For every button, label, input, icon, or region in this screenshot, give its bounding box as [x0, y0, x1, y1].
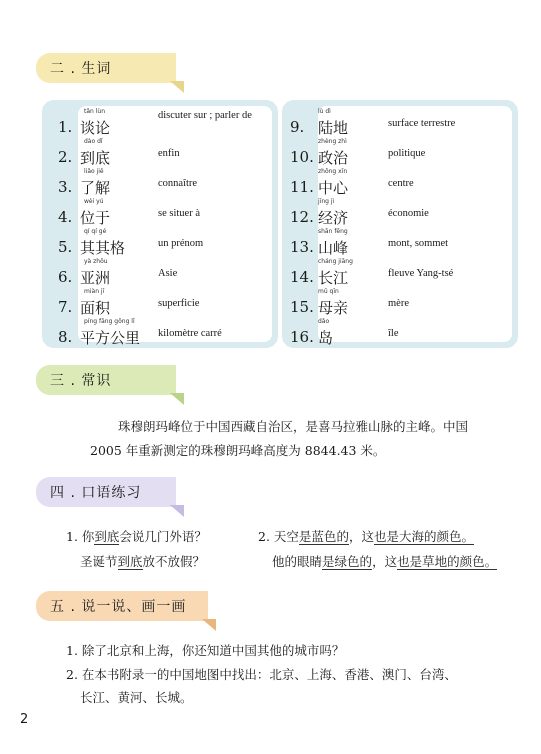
vocab-number: 13. — [290, 238, 314, 256]
vocab-pinyin: miàn jī — [84, 288, 105, 295]
vocab-french: discuter sur ; parler de — [158, 110, 252, 121]
vocab-hanzi: 位于 — [80, 209, 111, 227]
vocab-row — [42, 228, 278, 258]
vocab-french: se situer à — [158, 208, 200, 219]
vocab-pinyin: yà zhōu — [84, 258, 108, 265]
vocab-french: politique — [388, 148, 426, 159]
vocab-hanzi: 了解 — [80, 179, 111, 197]
vocab-hanzi: 长江 — [318, 269, 349, 287]
vocab-hanzi: 到底 — [80, 149, 111, 167]
vocab-hanzi: 平方公里 — [80, 329, 141, 347]
discussion-item-1: 1. 除了北京和上海，你还知道中国其他的城市吗？ — [66, 643, 345, 658]
vocab-pinyin: qí qí gé — [84, 228, 107, 235]
vocab-pinyin: tǎn lùn — [84, 108, 106, 115]
underlined-phrase: 草地的颜色。 — [422, 554, 498, 569]
underlined-phrase: 的 — [359, 554, 373, 569]
vocab-number: 12. — [290, 208, 314, 226]
vocab-pinyin: mǔ qīn — [318, 288, 339, 295]
vocab-pinyin: píng fāng gōng lǐ — [84, 318, 135, 325]
vocab-pinyin: lù dì — [318, 108, 331, 115]
vocab-french: mont, sommet — [388, 238, 449, 249]
vocab-hanzi: 中心 — [318, 179, 349, 197]
vocab-french: économie — [388, 208, 429, 219]
text: 放不放假？ — [142, 554, 206, 569]
vocab-french: centre — [388, 178, 414, 189]
text: 他的眼睛 — [272, 554, 323, 569]
underlined-phrase: 大海的颜色。 — [398, 529, 474, 544]
vocab-number: 6. — [58, 268, 73, 286]
vocab-panel-left — [42, 100, 278, 348]
vocab-french: connaître — [158, 178, 198, 189]
vocab-hanzi: 亚洲 — [80, 269, 111, 287]
vocab-french: Asie — [158, 268, 178, 279]
vocab-row — [42, 168, 278, 198]
underlined-phrase: 是 — [298, 529, 312, 544]
vocab-french: île — [388, 328, 399, 339]
vocab-pinyin: shān fēng — [318, 228, 348, 235]
vocab-row — [42, 318, 278, 348]
oral-practice-2-line-1 — [258, 524, 474, 549]
underlined-phrase: 到底 — [117, 554, 143, 569]
vocab-row — [282, 288, 518, 318]
vocab-pinyin: zhèng zhì — [318, 138, 347, 145]
vocab-number: 4. — [58, 208, 73, 226]
vocab-pinyin: liǎo jiě — [84, 168, 104, 175]
oral-practice-2-line-2 — [272, 549, 497, 574]
page-number: 2 — [20, 712, 29, 727]
oral-practice-1-line-1 — [66, 524, 207, 549]
vocab-row — [42, 108, 278, 138]
underlined-phrase: 蓝色 — [311, 529, 337, 544]
underlined-phrase: 是 — [322, 554, 335, 569]
text: 2. 天空 — [258, 529, 299, 544]
section-5-header — [36, 591, 208, 621]
vocab-number: 7. — [58, 298, 73, 316]
vocab-french: fleuve Yang-tsé — [388, 268, 454, 279]
vocab-french: enfin — [158, 148, 180, 159]
facts-line-2: 2005 年重新测定的珠穆朗玛峰高度为 8844.43 米。 — [90, 443, 386, 458]
vocab-hanzi: 其其格 — [80, 239, 126, 257]
vocab-number: 1. — [58, 118, 73, 136]
vocab-french: surface terrestre — [388, 118, 456, 129]
vocab-french: superficie — [158, 298, 200, 309]
vocab-number: 2. — [58, 148, 73, 166]
vocab-hanzi: 陆地 — [318, 119, 349, 137]
vocab-pinyin: cháng jiāng — [318, 258, 353, 265]
section-3-header — [36, 365, 176, 395]
text: ，这 — [348, 529, 374, 544]
section-5-title: 五 . 说一说、画一画 — [50, 599, 187, 615]
vocab-number: 14. — [290, 268, 314, 286]
vocab-number: 9. — [290, 118, 305, 136]
discussion-item-2-line-2: 长江、黄河、长城。 — [80, 690, 193, 705]
section-2-header — [36, 53, 176, 83]
vocab-french: kilomètre carré — [158, 328, 222, 339]
vocab-french: un prénom — [158, 238, 204, 249]
underlined-phrase: 绿色 — [334, 554, 360, 569]
vocab-row — [42, 258, 278, 288]
vocab-number: 3. — [58, 178, 73, 196]
text: 会说几门外语？ — [119, 529, 207, 544]
oral-practice-1-line-2 — [80, 549, 205, 574]
vocab-hanzi: 谈论 — [80, 119, 111, 137]
vocab-number: 8. — [58, 328, 73, 346]
vocab-row — [282, 228, 518, 258]
discussion-item-2-line-1: 2. 在本书附录一的中国地图中找出：北京、上海、香港、澳门、台湾、 — [66, 667, 457, 682]
vocab-row — [42, 138, 278, 168]
vocab-pinyin: jīng jì — [318, 198, 335, 205]
vocab-pinyin: zhōng xīn — [318, 168, 348, 175]
vocab-hanzi: 母亲 — [318, 299, 349, 317]
underlined-phrase: 到底 — [94, 529, 120, 544]
vocab-panel-right — [282, 100, 518, 348]
vocab-row — [282, 318, 518, 348]
vocab-pinyin: dǎo — [318, 318, 330, 325]
section-4-title: 四 . 口语练习 — [50, 485, 142, 501]
underlined-phrase: 也是 — [373, 529, 399, 544]
vocab-hanzi: 山峰 — [318, 239, 349, 257]
vocab-row — [282, 198, 518, 228]
vocab-number: 15. — [290, 298, 314, 316]
vocab-number: 10. — [290, 148, 314, 166]
vocab-row — [282, 258, 518, 288]
vocab-pinyin: wèi yú — [84, 198, 104, 205]
vocab-number: 5. — [58, 238, 73, 256]
text: 圣诞节 — [80, 554, 118, 569]
underlined-phrase: 的 — [336, 529, 349, 544]
section-3-title: 三 . 常识 — [50, 373, 112, 389]
section-2-title: 二 . 生词 — [50, 61, 112, 77]
section-4-header — [36, 477, 176, 507]
vocab-pinyin: dào dǐ — [84, 138, 103, 145]
facts-line-1: 珠穆朗玛峰位于中国西藏自治区，是喜马拉雅山脉的主峰。中国 — [118, 419, 469, 434]
vocab-row — [42, 288, 278, 318]
vocab-row — [282, 138, 518, 168]
vocab-hanzi: 岛 — [318, 329, 334, 347]
underlined-phrase: 也是 — [397, 554, 423, 569]
vocab-row — [42, 198, 278, 228]
vocab-french: mère — [388, 298, 409, 309]
text: 1. 你 — [66, 529, 95, 544]
vocab-number: 11. — [290, 178, 314, 196]
vocab-row — [282, 168, 518, 198]
vocab-hanzi: 面积 — [80, 299, 111, 317]
vocab-hanzi: 经济 — [318, 209, 349, 227]
vocab-hanzi: 政治 — [318, 149, 349, 167]
text: ，这 — [372, 554, 398, 569]
vocab-number: 16. — [290, 328, 314, 346]
vocab-row — [282, 108, 518, 138]
